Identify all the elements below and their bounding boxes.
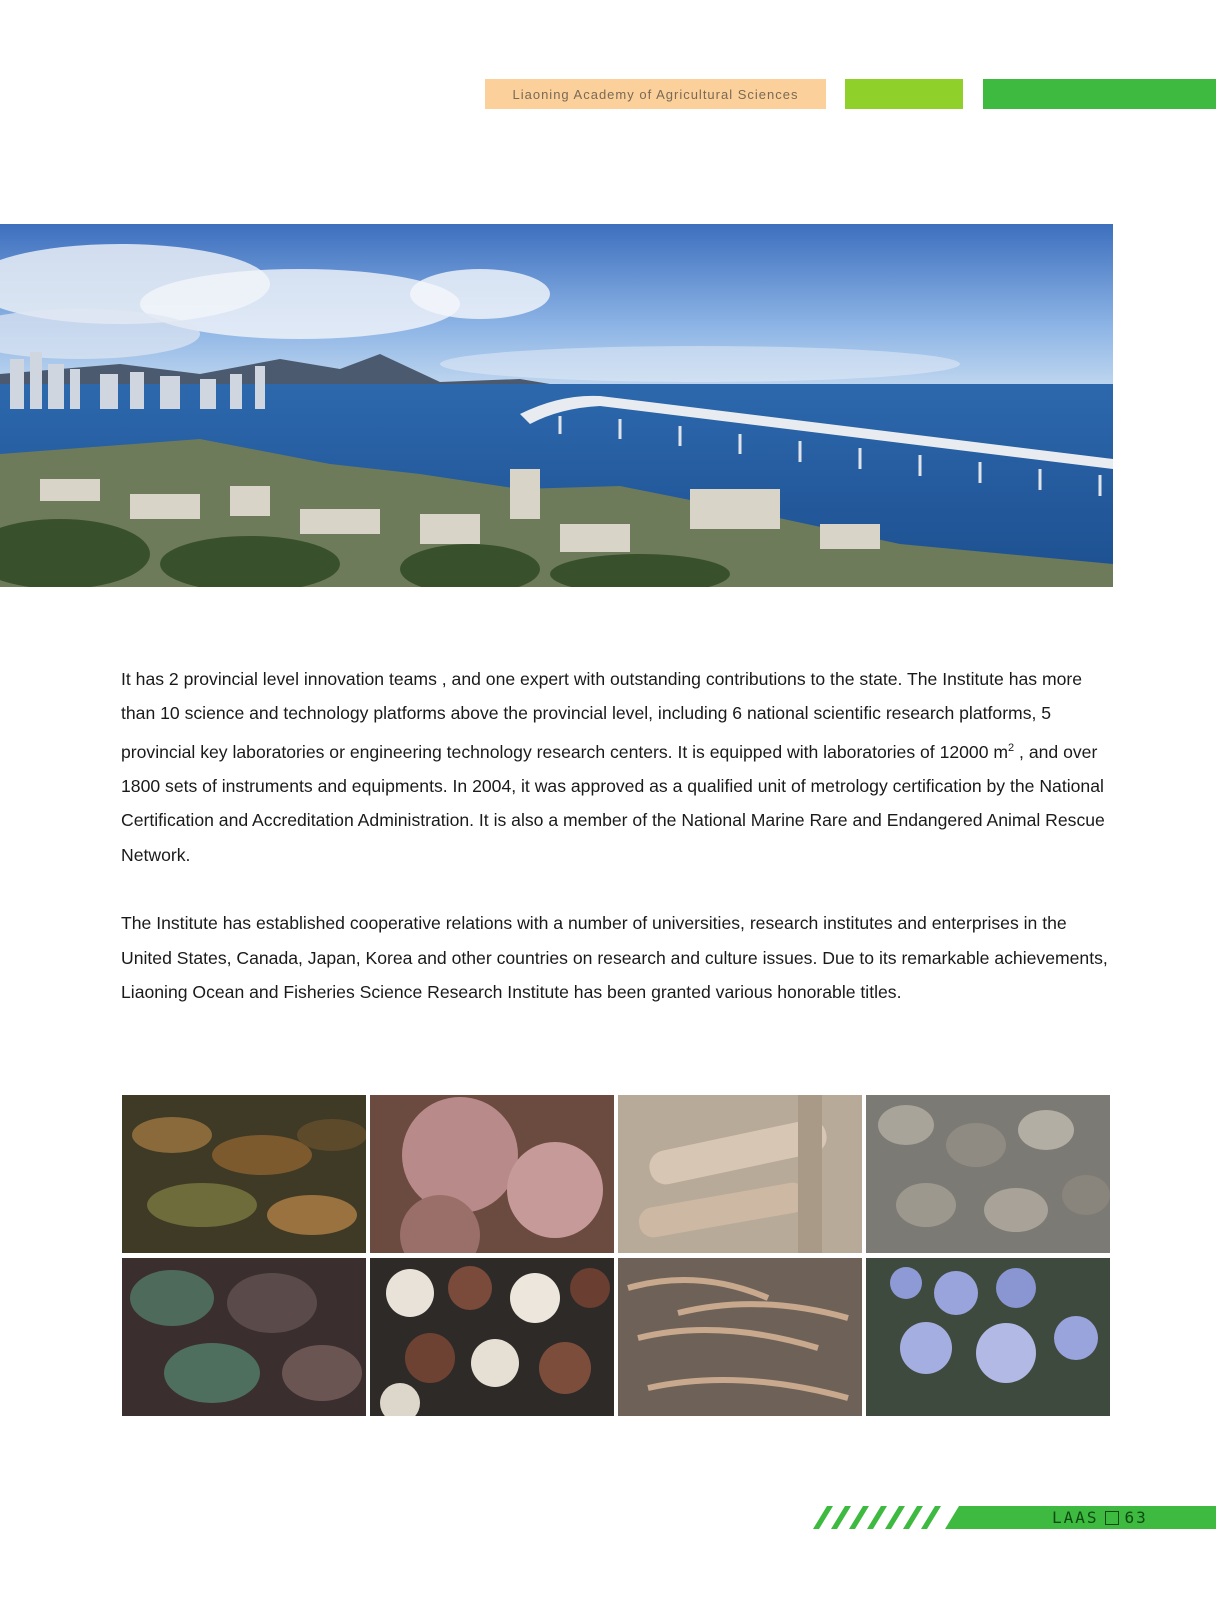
hero-photo bbox=[0, 224, 1113, 587]
clam-photo bbox=[866, 1095, 1110, 1253]
footer-stripes bbox=[803, 1506, 953, 1529]
shrimp-photo bbox=[618, 1258, 862, 1416]
seafood-gallery bbox=[122, 1095, 1114, 1416]
footer-brand: LAAS bbox=[1052, 1508, 1099, 1527]
header-label: Liaoning Academy of Agricultural Sciences bbox=[485, 79, 826, 109]
footer-folio bbox=[1052, 1506, 1148, 1529]
sea-cucumber-photo bbox=[122, 1095, 366, 1253]
razor-clam-photo bbox=[618, 1095, 862, 1253]
header-accent-bar bbox=[845, 79, 963, 109]
page-number: 63 bbox=[1124, 1508, 1148, 1527]
square-icon bbox=[1105, 1511, 1119, 1525]
header-accent-bar-wide bbox=[983, 79, 1216, 109]
cockle-photo bbox=[370, 1258, 614, 1416]
scallop-photo bbox=[370, 1095, 614, 1253]
jellyfish-photo bbox=[866, 1258, 1110, 1416]
body-text bbox=[121, 662, 1121, 1044]
paragraph-2: The Institute has established cooperative relations with a number of universities, research institutes and enterprises in the United States, Canada, Japan, Korea and other countries on research and culture issues. Due to its remarkable achievements, Liaoning Ocean and Fisheries Science Research Institute has been granted various honorable titles. bbox=[121, 913, 1108, 1003]
paragraph-1: It has 2 provincial level innovation teams , and one expert with outstanding contributions to the state. The Institute has more than 10 science and technology platforms above the provincial level, including 6 national scientific research platforms, 5 provincial key laboratories or engineering technology research centers. It is equipped with laboratories of 12000 $m^2$ , and over 1800 sets of instruments and equipments. In 2004, it was approved as a qualified unit of metrology certification by the National Certification and Accreditation Administration. It is also a member of the National Marine Rare and Endangered Animal Rescue Network. bbox=[121, 669, 1105, 865]
abalone-photo bbox=[122, 1258, 366, 1416]
superscript: 2 bbox=[1008, 741, 1015, 754]
